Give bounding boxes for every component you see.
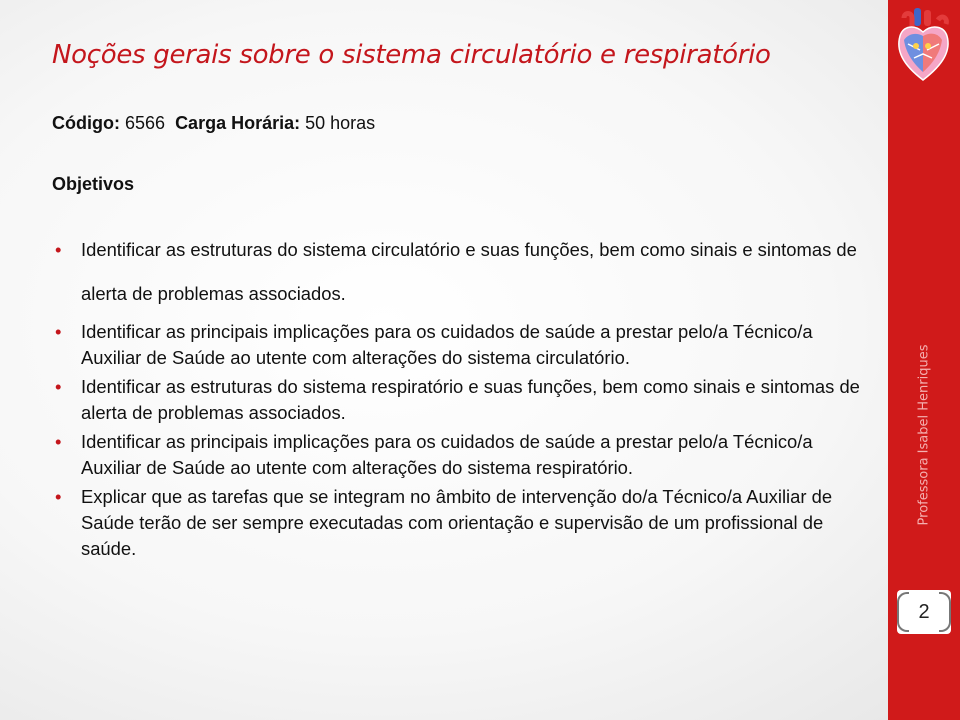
right-bracket-decoration: [939, 592, 951, 632]
page-number: 2: [918, 600, 930, 623]
objective-text: Identificar as principais implicações para os cuidados de saúde a prestar pelo/a Técnico/a Auxiliar de Saúde ao utente com alterações do sistema respiratório.: [81, 431, 813, 478]
heart-anatomy-icon: [894, 6, 952, 82]
objective-item: [52, 429, 874, 481]
objective-text: Explicar que as tarefas que se integram no âmbito de intervenção do/a Técnico/a Auxiliar de Saúde terão de ser sempre executadas com orientação e supervisão de um profissional de saúde.: [81, 486, 833, 559]
objective-item: [52, 484, 874, 562]
objectives-heading: Objetivos: [52, 174, 135, 194]
objective-text: Identificar as principais implicações para os cuidados de saúde a prestar pelo/a Técnico/a Auxiliar de Saúde ao utente com alterações do sistema circulatório.: [81, 321, 813, 368]
author-label: Professora Isabel Henriques: [916, 344, 932, 526]
objective-item: [52, 374, 874, 426]
code-value: 6566: [125, 113, 166, 133]
course-meta: [52, 113, 375, 134]
objective-text: • Identificar as estruturas do sistema circulatório e suas funções, bem como sinais e sintomas de alerta de problemas associados.: [81, 239, 857, 304]
hours-value: 50 horas: [305, 113, 376, 133]
objective-text: Identificar as estruturas do sistema respiratório e suas funções, bem como sinais e sintomas de alerta de problemas associados.: [81, 376, 860, 423]
code-label: Código:: [52, 113, 120, 133]
slide-title: Noções gerais sobre o sistema circulatório e respiratório: [52, 40, 771, 70]
hours-label: Carga Horária:: [175, 113, 301, 133]
objectives-list: [52, 230, 874, 565]
objective-item: [52, 228, 874, 316]
page-number-badge: [897, 590, 951, 634]
objective-item: [52, 319, 874, 371]
left-bracket-decoration: [897, 592, 909, 632]
